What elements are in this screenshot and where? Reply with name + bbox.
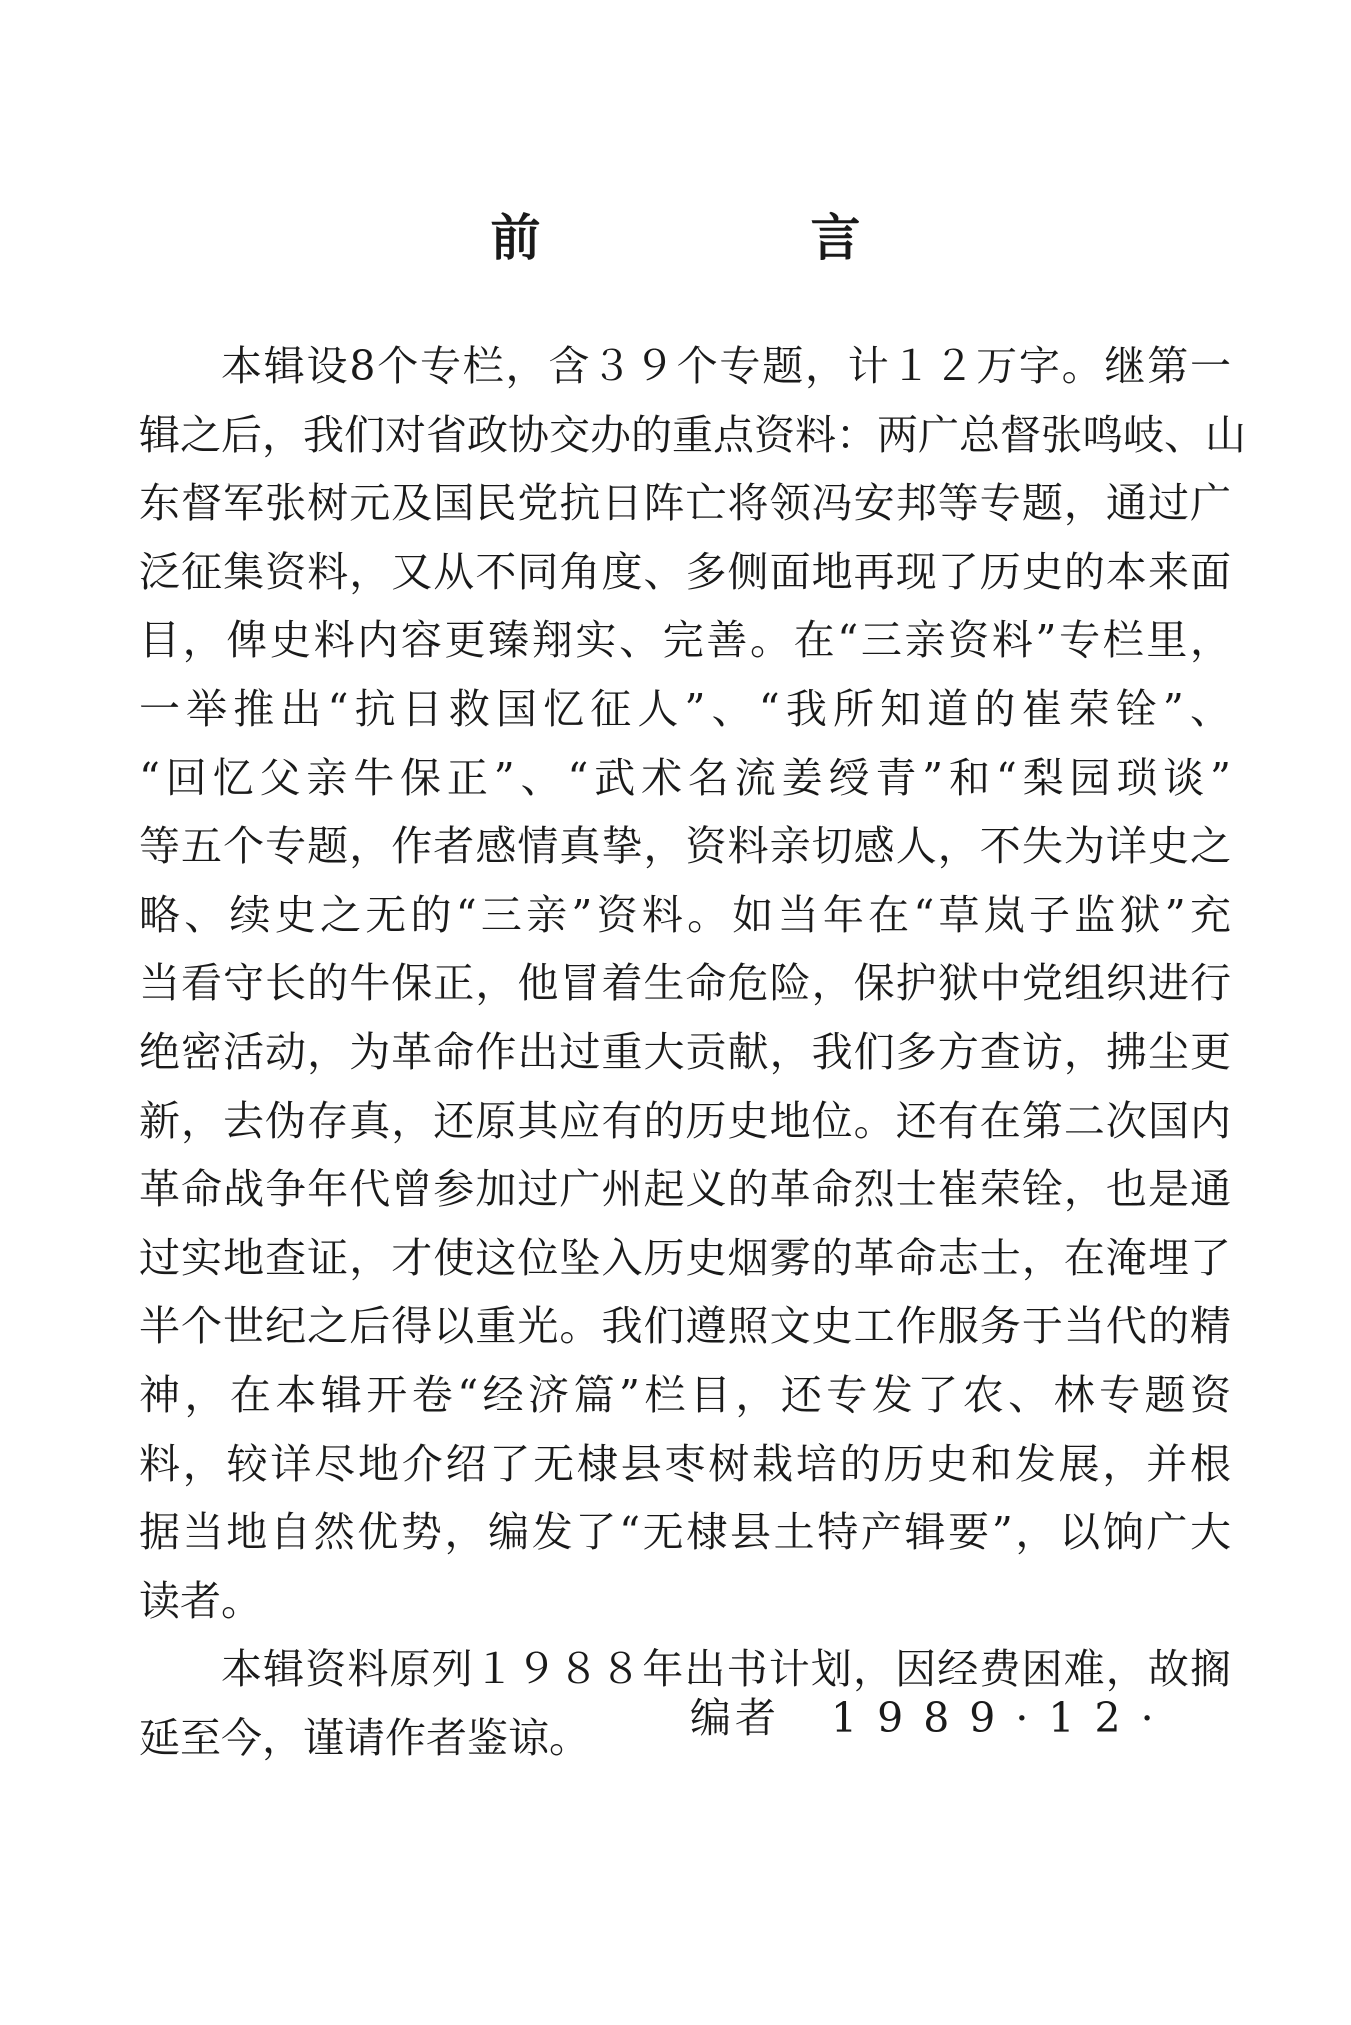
text-line: 绝密活动，为革命作出过重大贡献，我们多方查访，拂尘更 [139, 1027, 1231, 1076]
text-line: 等五个专题，作者感情真挚，资料亲切感人，不失为详史之 [139, 822, 1231, 871]
text-line: 一举推出“抗日救国忆征人”、“我所知道的崔荣铨”、 [139, 684, 1231, 733]
page-title: 前 言 [490, 208, 971, 267]
signature [690, 1688, 1174, 1748]
text-line: 神，在本辑开卷“经济篇”栏目，还专发了农、林专题资 [139, 1370, 1231, 1419]
text-line: 本辑资料原列１９８８年出书计划，因经费困难，故搁 [221, 1645, 1231, 1694]
text-line: 料，较详尽地介绍了无棣县枣树栽培的历史和发展，并根 [139, 1439, 1231, 1488]
text-line: 过实地查证，才使这位坠入历史烟雾的革命志士，在淹埋了 [139, 1233, 1231, 1282]
text-line: 当看守长的牛保正，他冒着生命危险，保护狱中党组织进行 [139, 959, 1231, 1008]
text-line: 本辑设8个专栏，含３９个专题，计１２万字。继第一 [221, 342, 1231, 390]
text-line: 读者。 [139, 1576, 262, 1625]
text-line: 据当地自然优势，编发了“无棣县土特产辑要”，以饷广大 [139, 1508, 1231, 1557]
paragraph-1 [139, 332, 1246, 1635]
text-line: 革命战争年代曾参加过广州起义的革命烈士崔荣铨，也是通 [139, 1165, 1231, 1214]
text-line: 泛征集资料，又从不同角度、多侧面地再现了历史的本来面 [139, 547, 1231, 596]
text-line: 新，去伪存真，还原其应有的历史地位。还有在第二次国内 [139, 1096, 1231, 1145]
preface-body [139, 332, 1246, 1772]
text-line: 半个世纪之后得以重光。我们遵照文史工作服务于当代的精 [139, 1302, 1231, 1351]
text-line: 东督军张树元及国民党抗日阵亡将领冯安邦等专题，通过广 [139, 479, 1231, 528]
text-line: 略、续史之无的“三亲”资料。如当年在“草岚子监狱”充 [139, 890, 1231, 939]
text-line: 目，俾史料内容更臻翔实、完善。在“三亲资料”专栏里， [139, 616, 1231, 665]
text-line: 辑之后，我们对省政协交办的重点资料：两广总督张鸣岐、山 [139, 410, 1246, 459]
text-line: 延至今，谨请作者鉴谅。 [139, 1713, 590, 1762]
signature-author: 编者 [690, 1694, 780, 1742]
text-line: “回忆父亲牛保正”、“武术名流姜绶青”和“梨园琐谈” [139, 753, 1231, 802]
signature-date: 1989·12· [831, 1694, 1174, 1742]
